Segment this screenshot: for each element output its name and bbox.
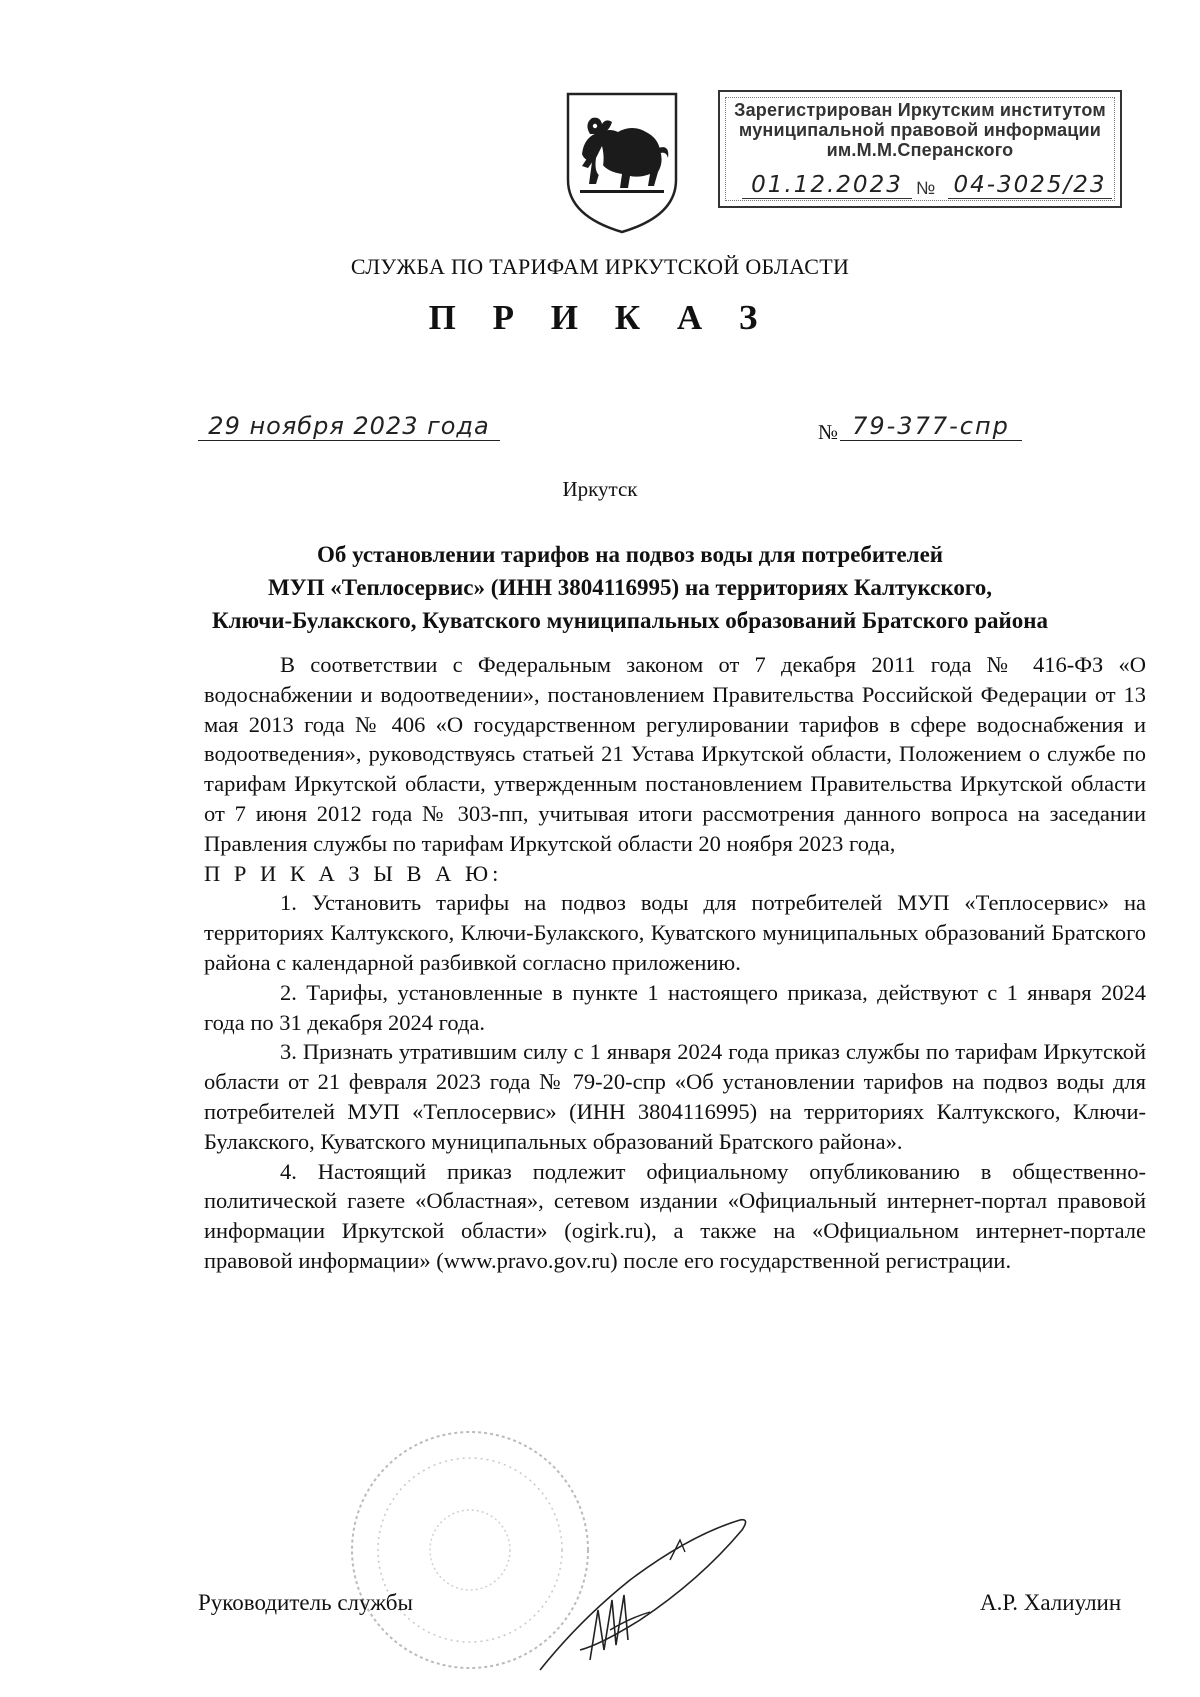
coat-of-arms-icon xyxy=(562,88,682,238)
document-title xyxy=(150,538,1110,637)
stamp-line-3: им.М.М.Сперанского xyxy=(826,140,1014,160)
order-item-2: 2. Тарифы, установленные в пункте 1 настоящего приказа, действуют с 1 января 2024 года по 31 декабря 2024 года. xyxy=(204,979,1146,1035)
signatory-name: А.Р. Халиулин xyxy=(980,1590,1122,1615)
stamp-line-1: Зарегистрирован Иркутским институтом xyxy=(734,100,1106,120)
stamp-line-2: муниципальной правовой информации xyxy=(738,120,1102,140)
stamp-registration-number: 04-3025/23 xyxy=(948,172,1112,199)
order-item-4: 4. Настоящий приказ подлежит официальному опубликованию в общественно-политической газете «Областная», сетевом издании «Официальный интернет-портал правовой информации Иркутской области» (ogirk.ru), а также на «Официальном интернет-портале правовой информации» (www.pravo.gov.ru) после его государственной регистрации. xyxy=(204,1158,1146,1273)
handwritten-signature-icon xyxy=(520,1500,760,1680)
document-body xyxy=(204,650,1146,1276)
stamp-registration-date: 01.12.2023 xyxy=(742,172,912,199)
order-item-1: 1. Установить тарифы на подвоз воды для потребителей МУП «Теплосервис» на территориях Калтукского, Ключи-Булакского, Куватского муниципальных образований Братского района с календарной разбивкой согласно приложению. xyxy=(204,890,1146,975)
order-number-label: № xyxy=(818,420,839,444)
title-line-3: Ключи-Булакского, Куватского муниципальных образований Братского района xyxy=(211,608,1049,633)
registration-stamp xyxy=(718,90,1122,208)
order-number: 79-377-спр xyxy=(840,412,1022,441)
title-line-1: Об установлении тарифов на подвоз воды для потребителей xyxy=(316,542,944,567)
agency-name: СЛУЖБА ПО ТАРИФАМ ИРКУТСКОЙ ОБЛАСТИ xyxy=(350,254,850,279)
order-word: П Р И К А З Ы В А Ю: xyxy=(204,860,503,886)
document-type: П Р И К А З xyxy=(428,298,772,337)
preamble-paragraph: В соответствии с Федеральным законом от 7 декабря 2011 года № 416-ФЗ «О водоснабжении и водоотведении», постановлением Правительства Российской Федерации от 13 мая 2013 года № 406 «О государственном регулировании тарифов в сфере водоснабжения и водоотведения», руководствуясь статьей 21 Устава Иркутской области, Положением о службе по тарифам Иркутской области, утвержденным постановлением Правительства Иркутской области от 7 июня 2012 года № 303-пп, учитывая итоги рассмотрения данного вопроса на заседании Правления службы по тарифам Иркутской области 20 ноября 2023 года, xyxy=(204,652,1146,856)
city: Иркутск xyxy=(562,477,638,501)
signatory-position: Руководитель службы xyxy=(198,1590,413,1615)
title-line-2: МУП «Теплосервис» (ИНН 3804116995) на территориях Калтукского, xyxy=(268,575,992,600)
order-date: 29 ноября 2023 года xyxy=(198,412,500,441)
order-item-3: 3. Признать утратившим силу с 1 января 2024 года приказ службы по тарифам Иркутской области от 21 февраля 2023 года № 79-20-спр «Об установлении тарифов на подвоз воды для потребителей МУП «Теплосервис» (ИНН 3804116995) на территориях Калтукского, Ключи-Булакского, Куватского муниципальных образований Братского района». xyxy=(204,1039,1146,1154)
stamp-number-label: № xyxy=(916,178,936,198)
